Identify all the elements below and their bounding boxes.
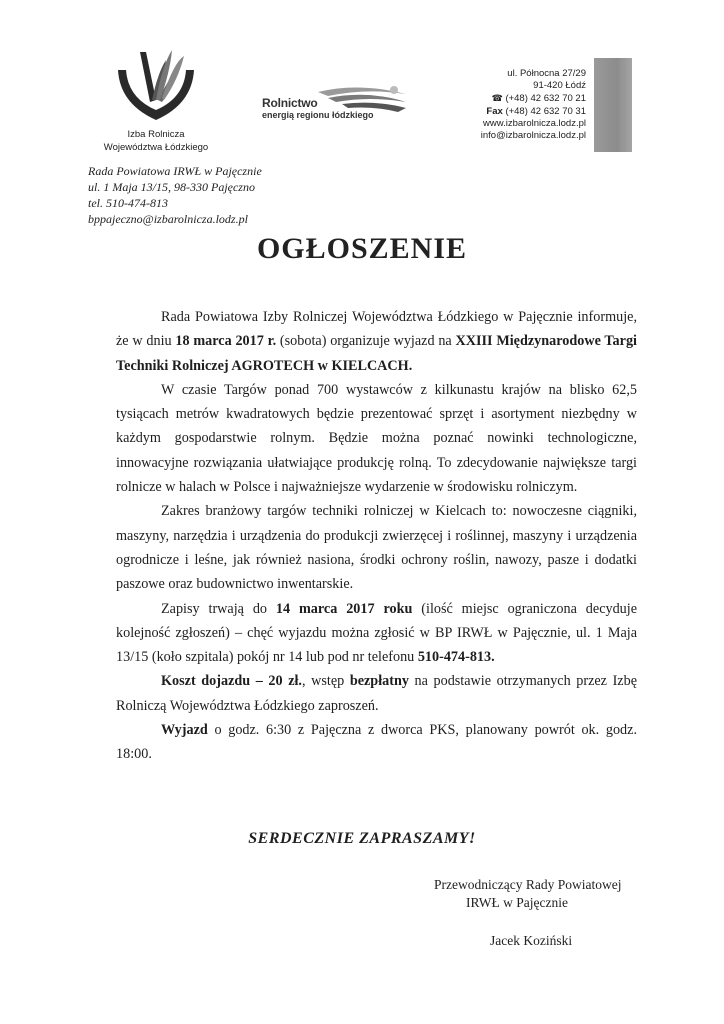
contact-block xyxy=(481,68,586,142)
paragraph-5 xyxy=(116,669,637,718)
signature-title-line1: Przewodniczący Rady Powiatowej xyxy=(434,877,622,892)
brand-subtitle: energią regionu łódzkiego xyxy=(262,110,374,120)
contact-phone-row xyxy=(481,92,586,105)
org-name-line1: Izba Rolnicza xyxy=(127,129,185,140)
contact-street: ul. Północna 27/29 xyxy=(507,68,586,79)
contact-email: info@izbarolnicza.lodz.pl xyxy=(480,130,586,142)
paragraph-3: Zakres branżowy targów techniki rolniczej w Kielcach to: nowoczesne ciągniki, maszyny, narzędzia i urządzenia do produkcji zwierzęcej i roślinnej, maszyny i urządzenia ogrodnicze i leśne, jak również nasiona, środki ochrony roślin, nawozy, pasze i dodatki paszowe oraz budownictwo inwentarskie. xyxy=(116,503,637,593)
p4-phone: 510-474-813. xyxy=(417,649,495,666)
contact-fax-row xyxy=(481,106,586,118)
p4-text-a: Zapisy trwają do xyxy=(161,600,276,617)
document-title: OGŁOSZENIE xyxy=(256,232,468,265)
p5-free: bezpłatny xyxy=(349,673,409,690)
sender-line3: tel. 510-474-813 xyxy=(88,196,168,210)
signature-title-line2: IRWŁ w Pajęcznie xyxy=(466,895,568,910)
contact-fax: (+48) 42 632 70 31 xyxy=(505,105,586,117)
p4-text-c: (ilość miejsc ograniczona decyduje kolejność zgłoszeń) – chęć wyjazdu można zgłosić w BP IRWŁ w Pajęcznie, ul. 1 Maja 13/15 (koło szpitala) pokój nr 14 lub pod nr telefonu xyxy=(116,600,638,666)
p1-text-c: (sobota) organizuje wyjazd na xyxy=(276,333,456,350)
p1-date: 18 marca 2017 r. xyxy=(175,333,277,350)
paragraph-4 xyxy=(116,597,637,670)
sender-line2: ul. 1 Maja 13/15, 98-330 Pajęczno xyxy=(88,180,255,194)
p5-text-b: , wstęp xyxy=(301,673,350,690)
contact-website: www.izbarolnicza.lodz.pl xyxy=(483,117,586,129)
p6-departure: Wyjazd xyxy=(161,722,208,739)
closing-invitation: SERDECZNIE ZAPRASZAMY! xyxy=(248,830,476,847)
signature-name: Jacek Koziński xyxy=(490,933,573,948)
p1-text-a: Rada Powiatowa Izby Rolniczej Województwa Łódzkiego w Pajęcznie informuje, że w dniu xyxy=(116,309,637,350)
contact-city: 91-420 Łódź xyxy=(533,80,586,92)
sender-line1: Rada Powiatowa IRWŁ w Pajęcznie xyxy=(88,164,262,178)
paragraph-1 xyxy=(116,305,637,378)
izba-rolnicza-logo xyxy=(100,42,212,142)
contact-fax-label: Fax xyxy=(486,105,503,117)
sender-block xyxy=(88,163,262,227)
paragraph-6 xyxy=(116,718,637,767)
paragraph-2: W czasie Targów ponad 700 wystawców z kilkunastu krajów na blisko 62,5 tysiącach metrów kwadratowych będzie prezentować sprzęt i asortyment niezbędny w każdym gospodarstwie rolnym. Będzie można poznać nowinki technologiczne, innowacyjne rozwiązania ułatwiające produkcję rolną. To zdecydowanie największe targi rolnicze w halach w Polsce i najważniejsze wydarzenie w środowisku rolniczym. xyxy=(116,381,637,496)
contact-phone: (+48) 42 632 70 21 xyxy=(505,93,586,105)
p5-text-d: na podstawie otrzymanych przez Izbę Rolniczą Województwa Łódzkiego zaproszeń. xyxy=(116,673,637,714)
org-name-line2: Województwa Łódzkiego xyxy=(103,142,209,153)
p1-event: XXIII Międzynarodowe Targi Techniki Rolniczej AGROTECH w KIELCACH. xyxy=(116,333,637,374)
sender-line4: bppajeczno@izbarolnicza.lodz.pl xyxy=(88,212,248,226)
p4-deadline: 14 marca 2017 roku xyxy=(275,600,413,617)
brand-title: Rolnictwo xyxy=(262,96,318,110)
p6-text-b: o godz. 6:30 z Pajęczna z dworca PKS, planowany powrót ok. godz. 18:00. xyxy=(116,722,637,763)
org-name xyxy=(86,128,226,154)
p5-cost: Koszt dojazdu – 20 zł. xyxy=(161,673,302,690)
announcement-body xyxy=(116,305,637,767)
phone-icon: ☎ xyxy=(491,93,503,104)
header-gray-bar xyxy=(594,58,632,152)
